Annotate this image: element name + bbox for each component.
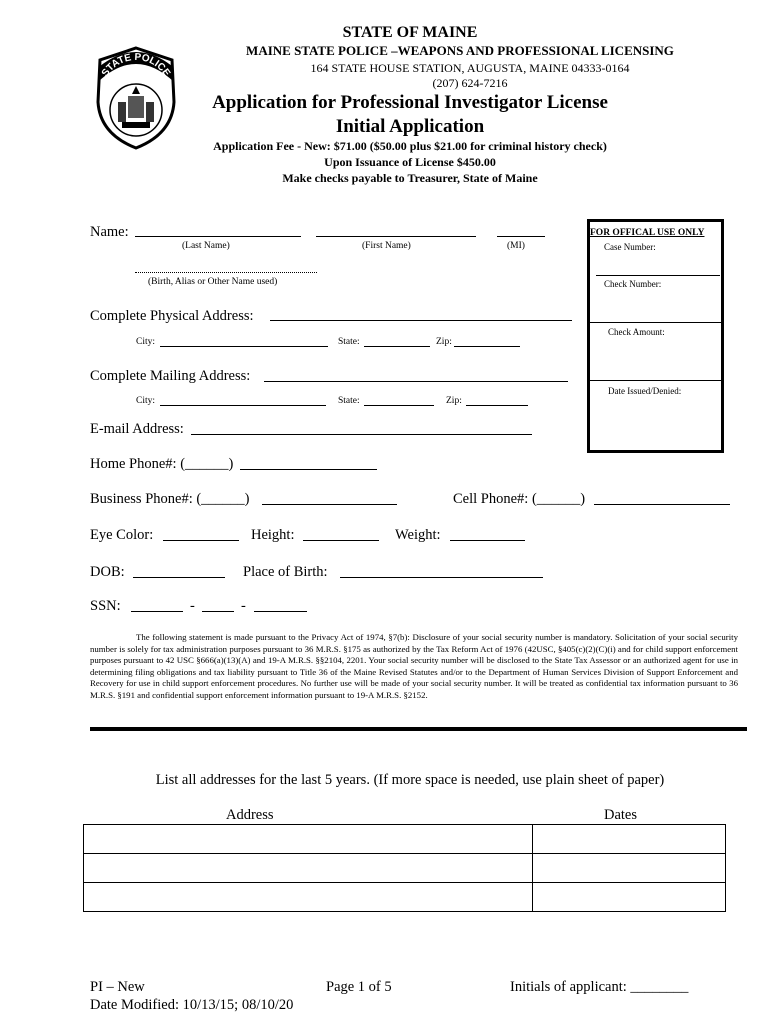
dates-cell[interactable] bbox=[533, 883, 726, 912]
dates-cell[interactable] bbox=[533, 825, 726, 854]
height-label: Height: bbox=[251, 527, 295, 543]
form-subtitle: Initial Application bbox=[335, 116, 485, 137]
physical-address-field[interactable] bbox=[270, 320, 572, 321]
physical-city-label: City: bbox=[136, 337, 156, 347]
alias-field[interactable] bbox=[135, 272, 317, 273]
ssn-part2-field[interactable] bbox=[202, 611, 234, 612]
birth-place-field[interactable] bbox=[340, 577, 543, 578]
name-label: Name: bbox=[90, 224, 129, 240]
email-label: E-mail Address: bbox=[90, 421, 184, 437]
ssn-label: SSN: bbox=[90, 598, 121, 614]
email-field[interactable] bbox=[191, 434, 532, 435]
business-phone-label: Business Phone#: (______) bbox=[90, 491, 250, 507]
ssn-dash-2: - bbox=[241, 598, 246, 614]
form-id: PI – New bbox=[90, 979, 145, 995]
physical-state-field[interactable] bbox=[364, 346, 430, 347]
table-row bbox=[84, 883, 726, 912]
page-number: Page 1 of 5 bbox=[326, 979, 392, 995]
checks-line: Make checks payable to Treasurer, State of Maine bbox=[282, 171, 538, 185]
mailing-address-field[interactable] bbox=[264, 381, 568, 382]
ssn-part1-field[interactable] bbox=[131, 611, 183, 612]
last-name-caption: (Last Name) bbox=[182, 241, 230, 251]
address-history-instruction: List all addresses for the last 5 years. (If more space is needed, use plain sheet of paper) bbox=[155, 772, 665, 788]
physical-state-label: State: bbox=[338, 337, 360, 347]
mailing-zip-label: Zip: bbox=[446, 396, 462, 406]
check-number-label: Check Number: bbox=[604, 279, 662, 289]
dob-field[interactable] bbox=[133, 577, 225, 578]
first-name-field[interactable] bbox=[316, 236, 476, 237]
eye-color-label: Eye Color: bbox=[90, 527, 154, 543]
section-divider bbox=[90, 727, 747, 731]
ssn-part3-field[interactable] bbox=[254, 611, 307, 612]
mi-caption: (MI) bbox=[507, 241, 525, 251]
weight-label: Weight: bbox=[395, 527, 441, 543]
applicant-initials: Initials of applicant: ________ bbox=[510, 979, 689, 995]
cell-phone-label: Cell Phone#: (______) bbox=[453, 491, 586, 507]
fee-line: Application Fee - New: $71.00 ($50.00 plus $21.00 for criminal history check) bbox=[213, 139, 607, 153]
home-phone-label: Home Phone#: (______) bbox=[90, 456, 234, 472]
state-heading: STATE OF MAINE bbox=[342, 24, 478, 41]
home-phone-field[interactable] bbox=[240, 469, 377, 470]
last-name-field[interactable] bbox=[135, 236, 301, 237]
first-name-caption: (First Name) bbox=[362, 241, 411, 251]
physical-zip-field[interactable] bbox=[454, 346, 520, 347]
table-row bbox=[84, 854, 726, 883]
privacy-statement: The following statement is made pursuant to the Privacy Act of 1974, §7(b): Disclosure of your social security number is mandatory. Solicitation of your social security number is solely for tax administration purposes pursuant to 36 M.R.S. §175 as authorized by the Tax Reform Act of 1976 (42USC, §405(c)(2)(C)(i) and for child support enforcement purposes pursuant to 42 USC §666(a)(13)(A) and 19-A M.R.S. §§2104, 2201. Your social security number will be disclosed to the State Tax Assessor or an authorized agent for use in determining filing obligations and tax liability pursuant to Title 36 of the Maine Revised Statutes and/or to the Department of Human Services Division of Support Enforcement and Recovery for use in child support enforcement procedures. No further use will be made of your social security number. It will be treated as confidential tax information pursuant to 36 M.R.S. §191 and confidential support enforcement information pursuant to 19-A M.R.S. §2152. bbox=[90, 632, 738, 700]
date-issued-label: Date Issued/Denied: bbox=[608, 386, 682, 396]
table-row bbox=[84, 825, 726, 854]
dates-column-header: Dates bbox=[604, 807, 638, 823]
birth-place-label: Place of Birth: bbox=[243, 564, 328, 580]
physical-address-label: Complete Physical Address: bbox=[90, 308, 254, 324]
business-phone-field[interactable] bbox=[262, 504, 397, 505]
weight-field[interactable] bbox=[450, 540, 525, 541]
agency-heading: MAINE STATE POLICE –WEAPONS AND PROFESSIONAL LICENSING bbox=[246, 43, 674, 58]
address-column-header: Address bbox=[226, 807, 274, 823]
dob-label: DOB: bbox=[90, 564, 125, 580]
address-history-table bbox=[83, 824, 726, 912]
address-cell[interactable] bbox=[84, 825, 533, 854]
address-cell[interactable] bbox=[84, 854, 533, 883]
physical-city-field[interactable] bbox=[160, 346, 328, 347]
mailing-zip-field[interactable] bbox=[466, 405, 528, 406]
form-title: Application for Professional Investigator License bbox=[212, 92, 608, 113]
issuance-line: Upon Issuance of License $450.00 bbox=[324, 155, 496, 169]
physical-zip-label: Zip: bbox=[436, 337, 452, 347]
alias-caption: (Birth, Alias or Other Name used) bbox=[148, 277, 278, 287]
mailing-address-label: Complete Mailing Address: bbox=[90, 368, 251, 384]
date-modified: Date Modified: 10/13/15; 08/10/20 bbox=[90, 997, 294, 1013]
mailing-city-label: City: bbox=[136, 396, 156, 406]
cell-phone-field[interactable] bbox=[594, 504, 730, 505]
mailing-state-field[interactable] bbox=[364, 405, 434, 406]
check-amount-label: Check Amount: bbox=[608, 327, 665, 337]
agency-phone: (207) 624-7216 bbox=[432, 76, 508, 90]
mailing-city-field[interactable] bbox=[160, 405, 326, 406]
official-use-box bbox=[587, 219, 724, 453]
eye-color-field[interactable] bbox=[163, 540, 239, 541]
agency-address: 164 STATE HOUSE STATION, AUGUSTA, MAINE 04333-0164 bbox=[310, 61, 630, 75]
dates-cell[interactable] bbox=[533, 854, 726, 883]
ssn-dash-1: - bbox=[190, 598, 195, 614]
official-use-title: FOR OFFICAL USE ONLY bbox=[590, 228, 705, 238]
address-cell[interactable] bbox=[84, 883, 533, 912]
mailing-state-label: State: bbox=[338, 396, 360, 406]
case-number-label: Case Number: bbox=[604, 242, 656, 252]
height-field[interactable] bbox=[303, 540, 379, 541]
seal-text: STATE POLICE bbox=[99, 51, 173, 79]
middle-initial-field[interactable] bbox=[497, 236, 545, 237]
